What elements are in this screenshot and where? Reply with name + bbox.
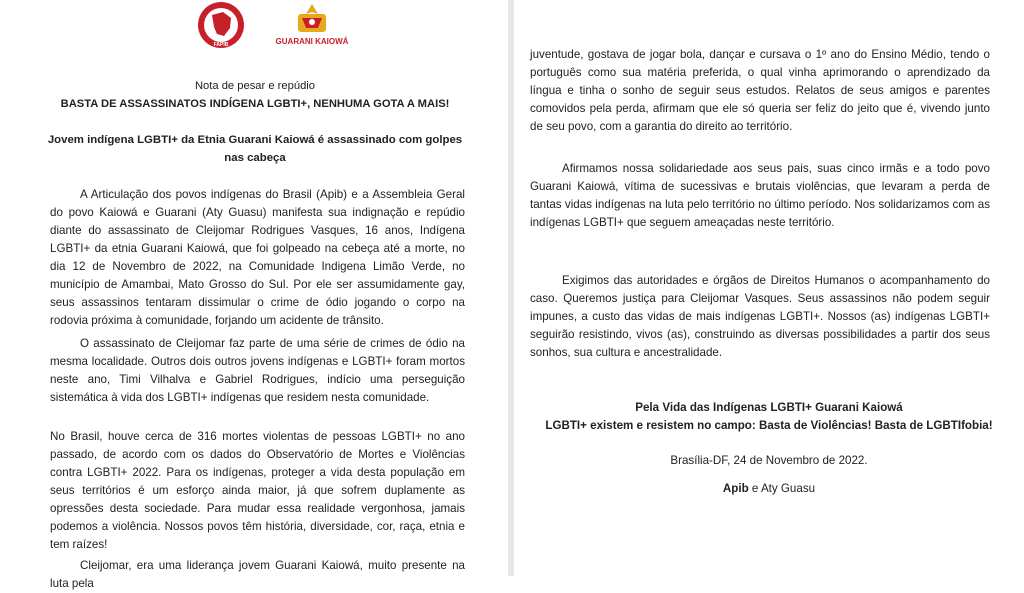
left-paragraph-3: No Brasil, houve cerca de 316 mortes violentas de pessoas LGBTI+ no ano passado, de acordo com os dados do Observatório de Mortes e Violências contra LGBTI+ 2022. Para os indígenas, proteger a vida desta população em seus territórios é um esforço ainda maior, já que sofrem duplamente as opressões desta sociedade. Para mudar essa realidade vergonhosa, jamais podemos a violência. Nossos povos têm história, diversidade, cor, raça, etnia e tem raízes!: [50, 430, 465, 551]
left-paragraph-4: Cleijomar, era uma liderança jovem Guarani Kaiowá, muito presente na luta pela: [50, 559, 465, 590]
apib-logo-text: FAPIB: [213, 42, 229, 48]
document-page-right: [514, 0, 1024, 576]
guarani-kaiowa-logo: [268, 0, 356, 50]
signature-separator: e: [748, 482, 761, 495]
left-paragraph-2: O assassinato de Cleijomar faz parte de uma série de crimes de ódio na mesma localidade. Outros dois outros jovens indígenas e LGBTI+ foram mortos neste ano, Timi Vilhalva e Gabriel Rodrigues, indício uma perseguição sistemática à vida dos LGBTI+ indígenas que residem nesta comunidade.: [50, 337, 465, 404]
right-paragraph-3: Exigimos das autoridades e órgãos de Direitos Humanos o acompanhamento do caso. Queremos justiça para Cleijomar Vasques. Seus assassinos não podem seguir impunes, a custo das vidas de mais indígenas LGBTI+. Nossos (as) indígenas LGBTI+ seguirão resistindo, vivos (as), construindo as diversas possibilidades a partir dos seus sonhos, sua cultura e ancestralidade.: [530, 274, 990, 359]
signature-aty-guasu: Aty Guasu: [760, 482, 816, 495]
apib-logo: [190, 0, 252, 50]
signature-apib: Apib: [722, 482, 749, 495]
headline: BASTA DE ASSASSINATOS INDÍGENA LGBTI+, NENHUMA GOTA A MAIS!: [60, 98, 450, 110]
slogan-1: Pela Vida das Indígenas LGBTI+ Guarani Kaiowá: [635, 401, 903, 414]
document-page-left: [0, 0, 508, 590]
left-paragraph-1: A Articulação dos povos indígenas do Brasil (Apib) e a Assembleia Geral do povo Kaiowá e Guarani (Aty Guasu) manifesta sua indignação e repúdio diante do assassinato de Cleijomar Rodrigues Vasques, 16 anos, Indígena LGBTI+ da etnia Guarani Kaiowá, que foi golpeado na cebeça até a morte, no dia 12 de Novembro de 2022, na Comunidade Indigena Limão Verde, no município de Amambai, Mato Grosso do Sul. Por ele ser assumidamente gay, seus assassinos tentaram dissimular o crime de ódio jogando o corpo na rodovia próxima à comunidade, forjando um acidente de trânsito.: [50, 188, 465, 327]
date-line: Brasília-DF, 24 de Novembro de 2022.: [670, 454, 868, 467]
guarani-kaiowa-logo-text: GUARANI KAIOWÁ: [275, 37, 349, 46]
subheadline: Jovem indígena LGBTI+ da Etnia Guarani Kaiowá é assassinado com golpes nas cabeça: [47, 134, 463, 164]
slogan-2: LGBTI+ existem e resistem no campo: Basta de Violências! Basta de LGBTIfobia!: [545, 419, 993, 432]
right-paragraph-1: juventude, gostava de jogar bola, dançar e cursava o 1º ano do Ensino Médio, tendo o português como sua matéria preferida, o qual vinha aprimorando o aprendizado da língua e tinha o sonho de seguir seus estudos. Relatos de seus amigos e parentes comovidos pela perda, afirmam que ele só queria ser feliz do jeito que é, vivendo junto de seu povo, com a garantia do direito ao território.: [530, 48, 990, 133]
note-title: Nota de pesar e repúdio: [194, 80, 316, 92]
logos-header: [190, 0, 360, 52]
right-paragraph-2: Afirmamos nossa solidariedade aos seus pais, suas cinco irmãs e a todo povo Guarani Kaiowá, vítima de sucessivas e brutais violências, que levaram a perda de tantas vidas indígenas na luta pelo território no último período. Nos solidarizamos com as indígenas LGBTI+ que seguem ameaçadas neste território.: [530, 162, 990, 229]
signature-line: [514, 480, 1024, 498]
